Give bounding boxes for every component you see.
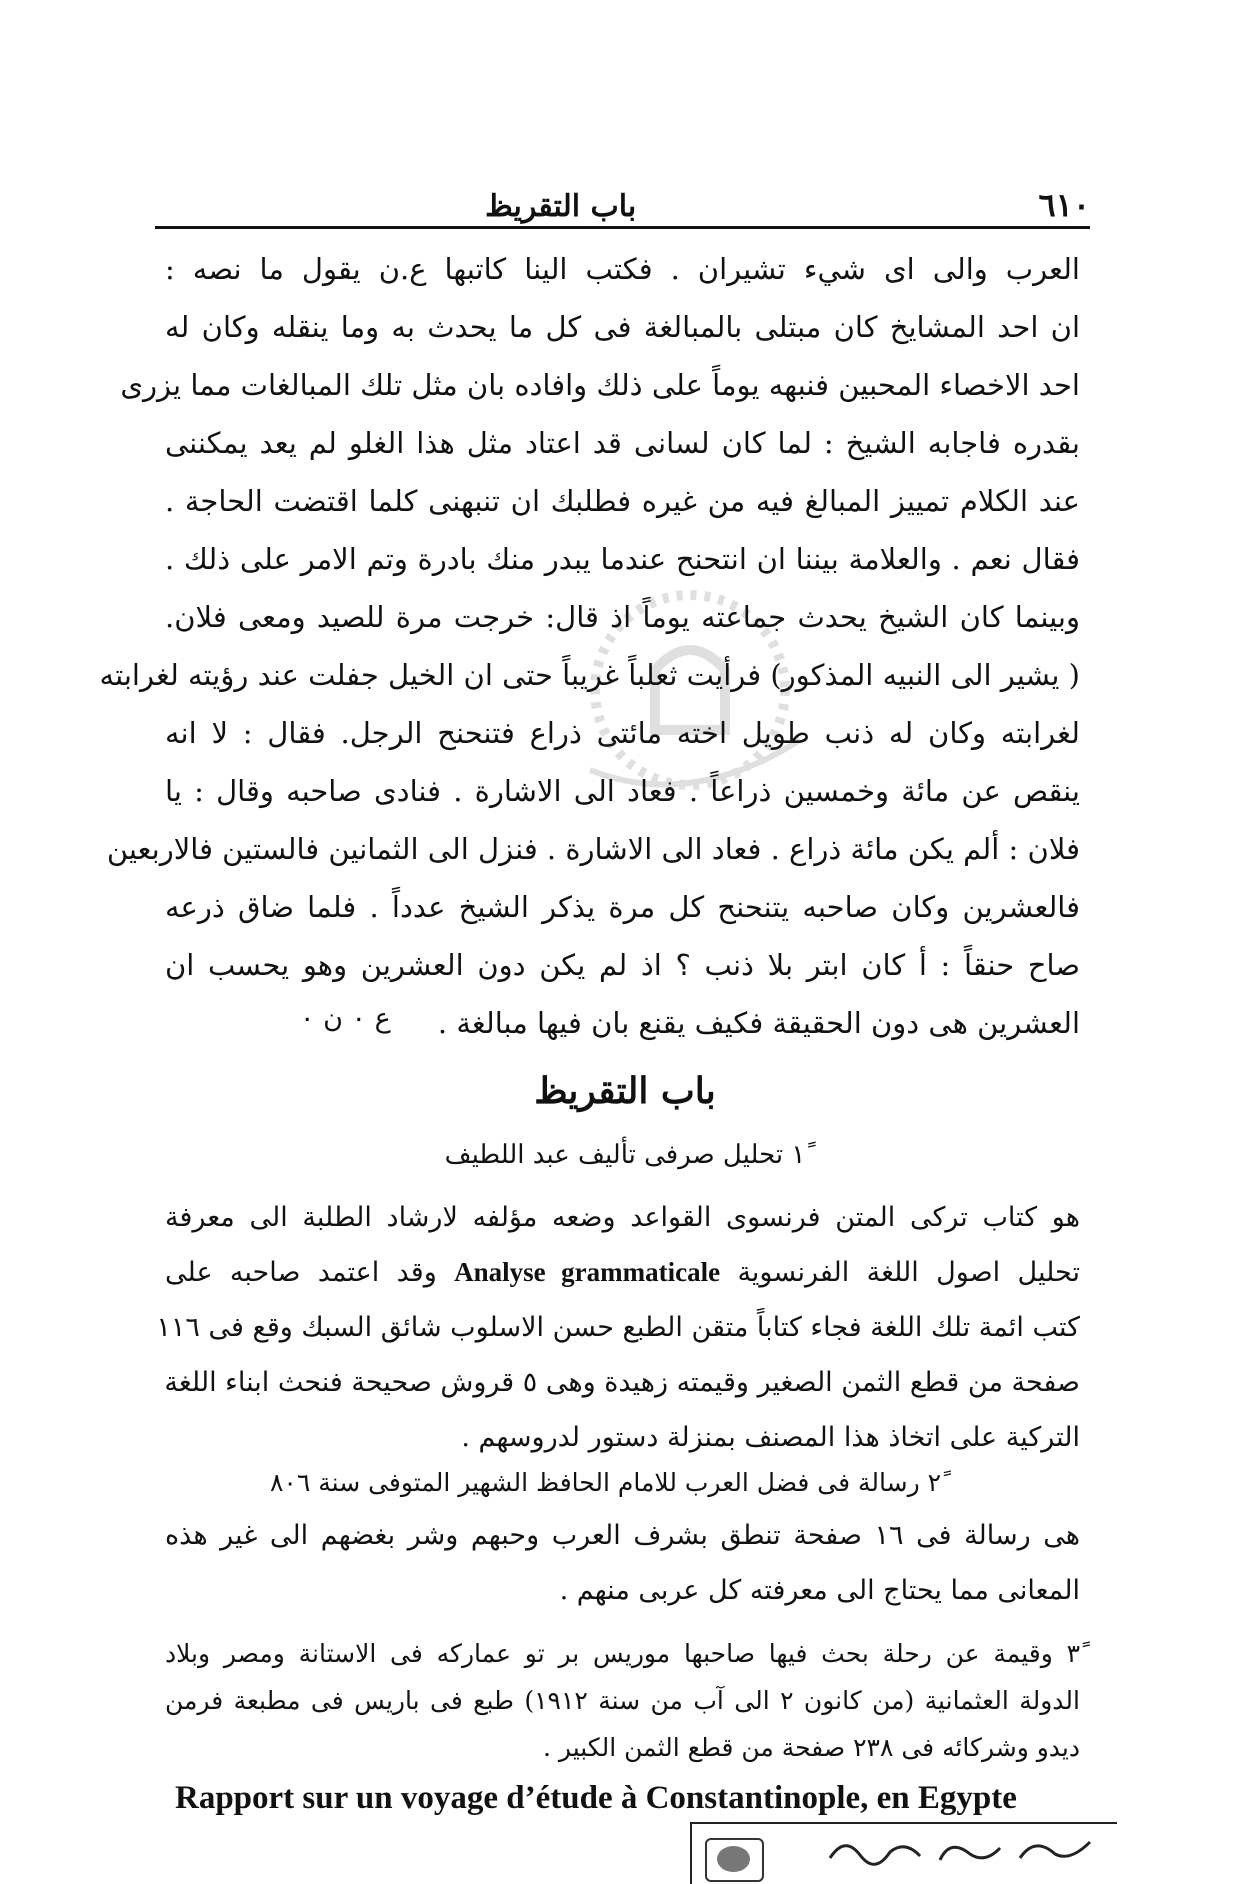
article-signature: ع ٠ ن ٠ (300, 1003, 391, 1034)
article-line: فلان : ألم يكن مائة ذراع . فعاد الى الاشارة . فنزل الى الثمانين فالستين فالاربعين (106, 832, 1080, 866)
review-line: كتب ائمة تلك اللغة فجاء كتاباً متقن الطبع حسن الاسلوب شائق السبك وقع فى ١١٦ (156, 1312, 1080, 1343)
review-body (156, 1190, 1080, 1465)
header-rule (155, 226, 1090, 229)
review-body (165, 1508, 1080, 1618)
review-line (165, 1245, 1080, 1300)
latin-title-line: Rapport sur un voyage d’étude à Constantinople, en Egypte (175, 1780, 1017, 1816)
article-line: فالعشرين وكان صاحبه يتنحنح كل مرة يذكر الشيخ عدداً . فلما ضاق ذرعه (165, 890, 1080, 924)
review-line: الدولة العثمانية (من كانون ٢ الى آب من سنة ١٩١٢) طبع فى باريس فى مطبعة فرمن (165, 1686, 1080, 1715)
article-line: صاح حنقاً : أ كان ابتر بلا ذنب ؟ اذ لم يكن دون العشرين وهو يحسب ان (165, 948, 1080, 982)
article-line: العرب والى اى شيء تشيران . فكتب الينا كاتبها ع.ن يقول ما نصه : (165, 252, 1080, 286)
page-header (155, 176, 1090, 224)
review-line-part: وقد اعتمد صاحبه على (165, 1257, 437, 1288)
review-line: التركية على اتخاذ هذا المصنف بمنزلة دستور لدروسهم . (461, 1422, 1080, 1453)
review-line: ٣ً وقيمة عن رحلة بحث فيها صاحبها موريس بر تو عماركه فى الاستانة ومصر وبلاد (165, 1639, 1080, 1668)
article-line: وبينما كان الشيخ يحدث جماعته يوماً اذ قال: خرجت مرة للصيد ومعى فلان. (165, 600, 1080, 634)
article-body (99, 240, 1080, 1052)
review-line: ديدو وشركائه فى ٢٣٨ صفحة من قطع الثمن الكبير . (543, 1733, 1080, 1762)
article-line: عند الكلام تمييز المبالغ فيه من غيره فطلبك ان تنبهنى كلما اقتضت الحاجة . (165, 484, 1080, 518)
review-line: المعانى مما يحتاج الى معرفته كل عربى منهم . (559, 1575, 1080, 1606)
page-number: ٦١٠ (1038, 186, 1090, 224)
review-line: هو كتاب تركى المتن فرنسوى القواعد وضعه مؤلفه لارشاد الطلبة الى معرفة (165, 1202, 1080, 1233)
article-line: ( يشير الى النبيه المذكور) فرأيت ثعلباً غريباً حتى ان الخيل جفلت عند رؤيته لغرابته (99, 658, 1080, 692)
article-line: فقال نعم . والعلامة بيننا ان انتحنح عندما يبدر منك بادرة وتم الامر على ذلك . (165, 542, 1080, 576)
latin-term: Analyse grammaticale (454, 1257, 721, 1287)
review-body (165, 1630, 1080, 1771)
article-line: احد الاخصاء المحبين فنبهه يوماً على ذلك وافاده بان مثل تلك المبالغات مما يزرى (120, 368, 1080, 402)
article-line: بقدره فاجابه الشيخ : لما كان لسانى قد اعتاد مثل هذا الغلو لم يعد يمكننى (165, 426, 1080, 460)
article-line: ينقص عن مائة وخمسين ذراعاً . فعاد الى الاشارة . فنادى صاحبه وقال : يا (165, 774, 1080, 808)
article-line: ان احد المشايخ كان مبتلى بالمبالغة فى كل ما يحدث به وما ينقله وكان له (165, 310, 1080, 344)
review-heading: ١ً تحليل صرفى تأليف عبد اللطيف (444, 1140, 806, 1170)
review-line-part: تحليل اصول اللغة الفرنسوية (737, 1257, 1080, 1288)
section-title: باب التقريظ (534, 1070, 716, 1112)
running-title: باب التقريظ (485, 189, 637, 224)
review-line: هى رسالة فى ١٦ صفحة تنطق بشرف العرب وحبهم وشر بغضهم الى غير هذه (165, 1520, 1081, 1551)
article-line: لغرابته وكان له ذنب طويل اخته مائتى ذراع فتنحنح الرجل. فقال : لا انه (165, 716, 1080, 750)
article-line: العشرين هى دون الحقيقة فكيف يقنع بان فيها مبالغة . (437, 1006, 1080, 1040)
review-heading: ٢ً رسالة فى فضل العرب للامام الحافظ الشهير المتوفى سنة ٨٠٦ (270, 1468, 942, 1497)
seal-icon (705, 1838, 764, 1882)
review-line: صفحة من قطع الثمن الصغير وقيمته زهيدة وهى ٥ قروش صحيحة فنحث ابناء اللغة (164, 1367, 1080, 1398)
handwritten-signature (820, 1830, 1100, 1870)
